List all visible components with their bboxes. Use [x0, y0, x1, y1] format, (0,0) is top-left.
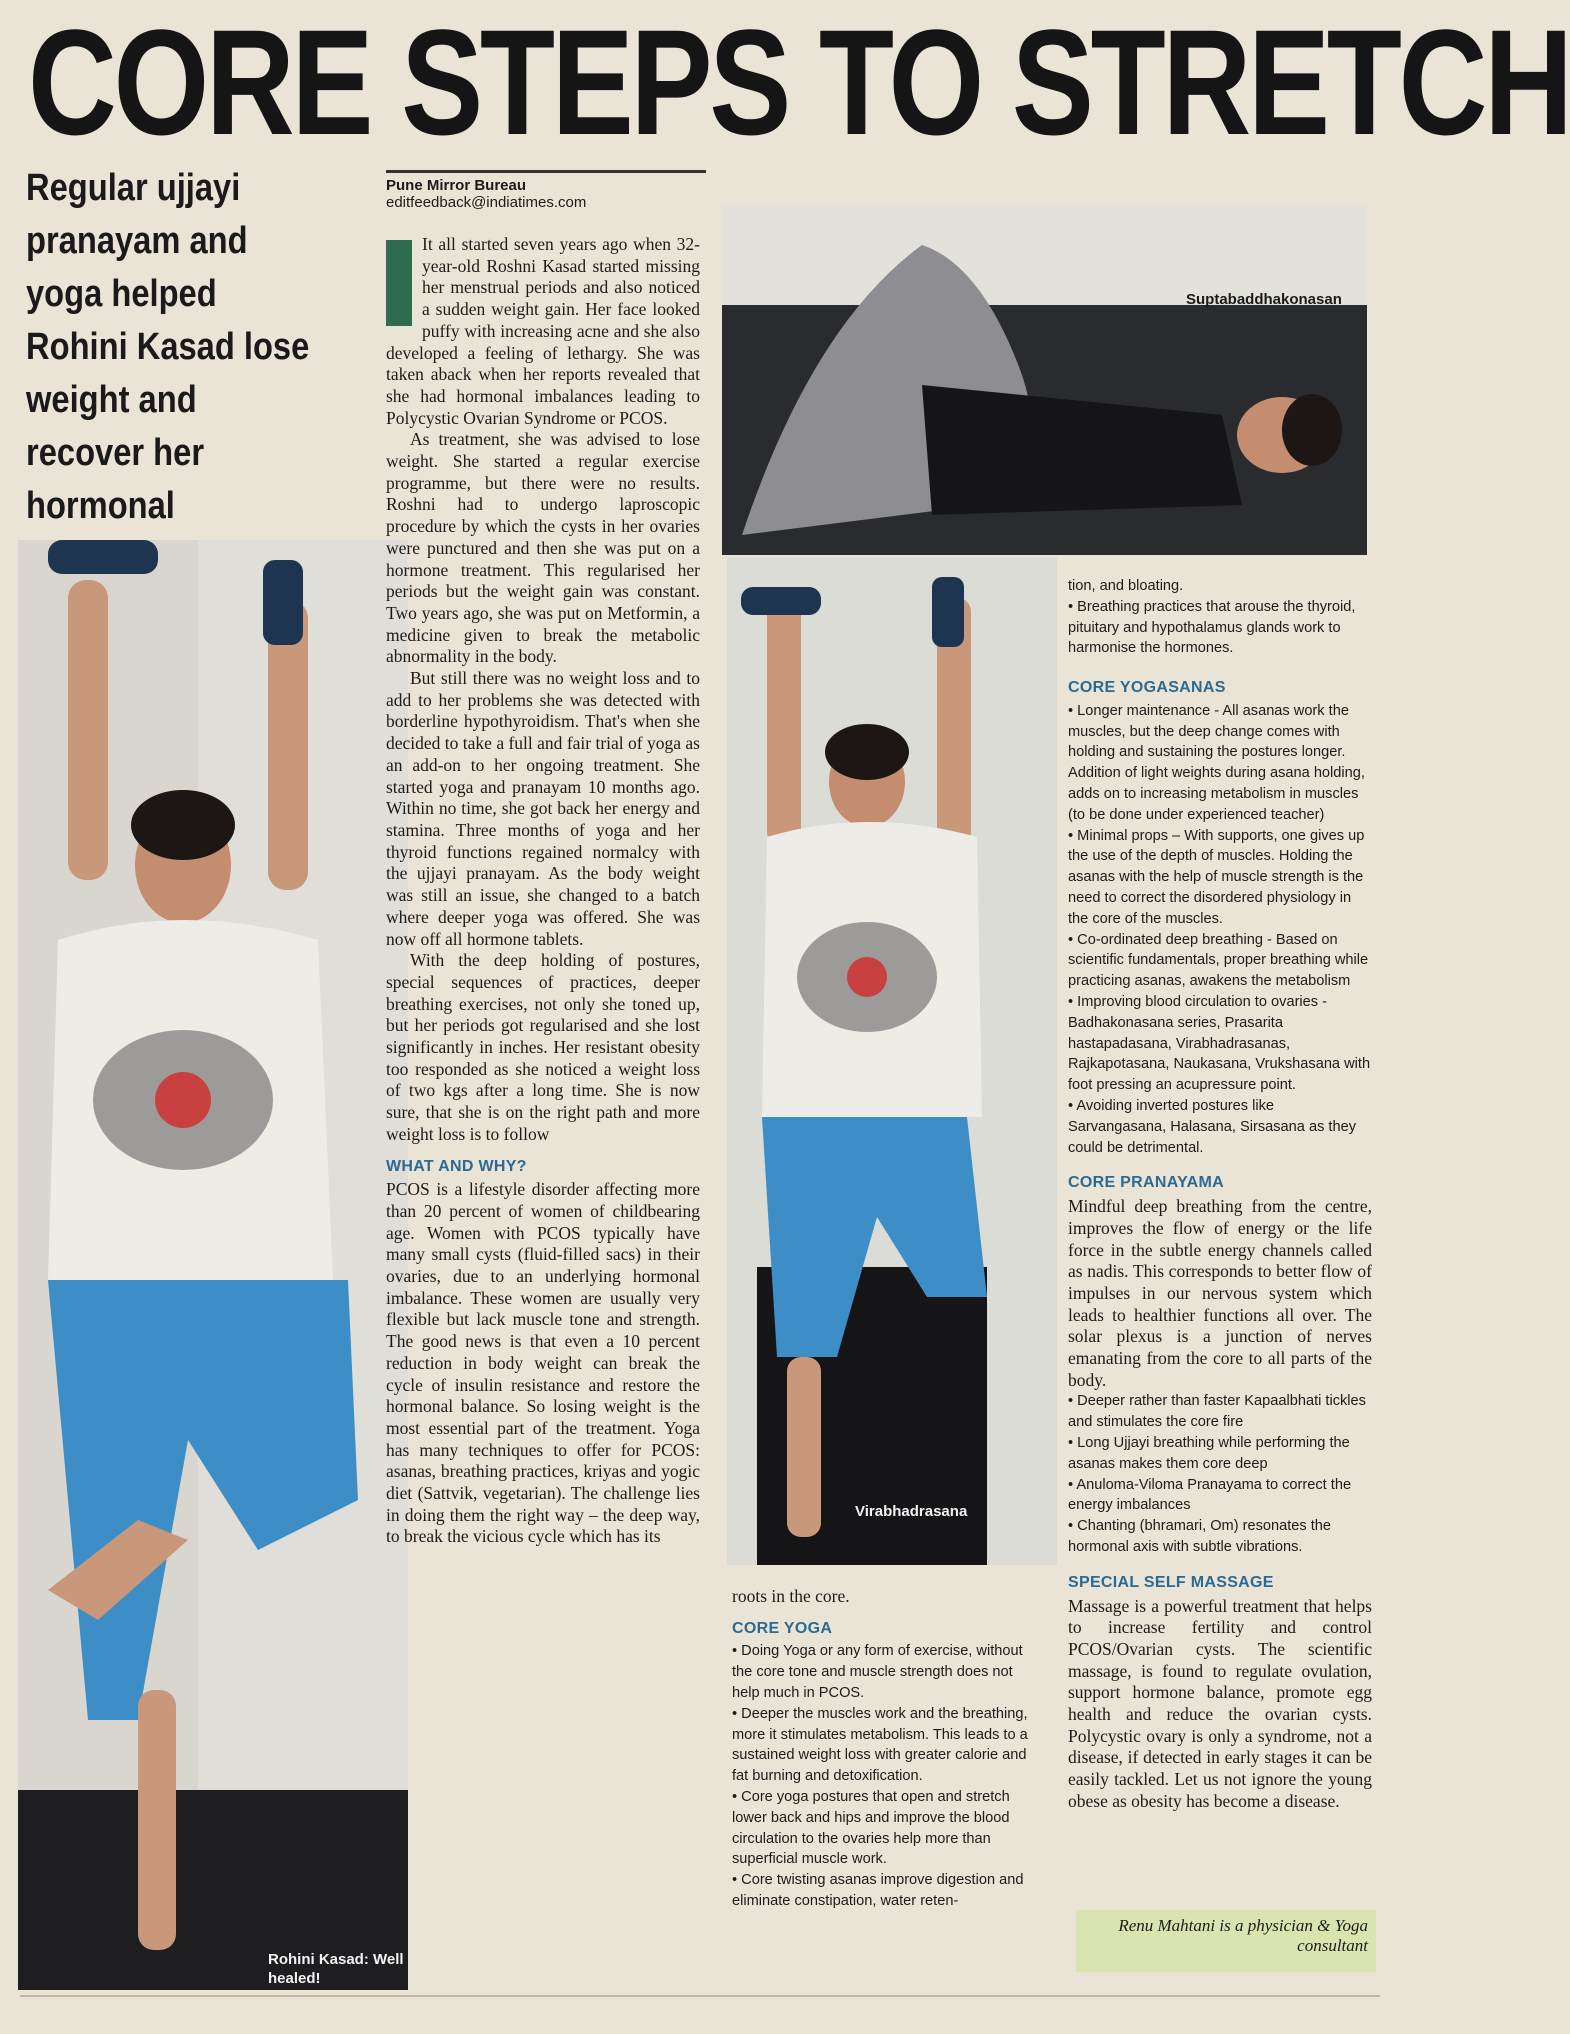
- caption-photo2: Suptabaddhakonasan: [1186, 291, 1342, 308]
- byline-email: editfeedback@indiatimes.com: [386, 194, 587, 211]
- bullet-list: [1068, 576, 1372, 659]
- paragraph: But still there was no weight loss and to add to her problems she was detected with borderline hypothyroidism. That's when she decided to take a full and fair trial of yoga as an add-on to her ongoing treatment. She started yoga and pranayam 10 months ago. Within no time, she got back her energy and stamina. Three months of yoga and her thyroid functions regained normalcy with the ujjayi pranayam. As the body weight was still an issue, she changed to a batch where deeper yoga was offered. She was now off all hormone tablets.: [386, 668, 700, 949]
- photo-vrukshasana: [18, 540, 408, 1990]
- bullet-list: [1068, 1391, 1372, 1557]
- paragraph: With the deep holding of postures, special sequences of practices, deeper breathing exercises, not only she toned up, but her periods got regularised and she lost significantly in inches. Her resistant obesity too responded as she noticed a weight loss of two kgs after a long time. She is now sure, that she is on the right path and more weight loss is to follow: [386, 950, 700, 1144]
- paragraph: Massage is a powerful treatment that helps to increase fertility and control PCOS/Ovarian cysts. The scientific massage, is found to regulate ovulation, support hormone balance, promote egg health and reduce the ovarian cysts. Polycystic ovary is only a syndrome, not a disease, if detected in early stages it can be easily tackled. Let us not ignore the young obese as obesity has become a disease.: [1068, 1595, 1372, 1811]
- paragraph: PCOS is a lifestyle disorder affecting more than 20 percent of women of childbearing age. Women with PCOS typically have many small cysts (fluid-filled sacs) in their ovaries, due to an underlying hormonal imbalance. These women are usually very flexible but lack muscle tone and strength. The good news is that even a 10 percent reduction in body weight can break the cycle of insulin resistance and restore the hormonal balance. So losing weight is the most essential part of the treatment. Yoga has many techniques to offer for PCOS: asanas, breathing practices, kriyas and yogic diet (Sattvik, vegetarian). The challenge lies in doing them the right way – the deep way, to break the vicious cycle which has its: [386, 1179, 700, 1547]
- paragraph: Mindful deep breathing from the centre, improves the flow of energy or the life force in the subtle energy channels called as nadis. This corresponds to better flow of impulses in our nervous system which leads to healthier functions all over. The solar plexus is a junction of nerves emanating from the core to all parts of the body.: [1068, 1196, 1372, 1390]
- bullet-item: • Core yoga postures that open and stretch lower back and hips and improve the blood circulation to the ovaries help more than superficial muscle work.: [732, 1788, 1010, 1868]
- author-credit: Renu Mahtani is a physician & Yoga consultant: [1076, 1910, 1376, 1972]
- dropcap-bar: [386, 240, 412, 326]
- byline: [386, 170, 706, 211]
- article-column-2: [732, 1586, 1038, 1912]
- paragraph: It all started seven years ago when 32-year-old Roshni Kasad started missing her menstrual periods and also noticed a sudden weight gain. Her face looked puffy with increasing acne and she also developed a feeling of lethargy. She was taken aback when her reports revealed that she had hormonal imbalances leading to Polycystic Ovarian Syndrome or PCOS.: [386, 234, 700, 428]
- bullet-item: • Deeper the muscles work and the breathing, more it stimulates metabolism. This leads to a sustained weight loss with greater calorie and fat burning and detoxification.: [732, 1705, 1028, 1785]
- bullet-list: [1068, 701, 1372, 1159]
- paragraph: As treatment, she was advised to lose weight. She started a regular exercise programme, but there were no results. Roshni had to undergo laproscopic procedure by which the cysts in her ovaries were punctured and then she was put on a hormone treatment. This regularised her periods but the weight gain was constant. Two years ago, she was put on Metformin, a medicine given to break the metabolic abnormality in the body.: [386, 429, 700, 667]
- bullet-item: • Chanting (bhramari, Om) resonates the hormonal axis with subtle vibrations.: [1068, 1518, 1332, 1556]
- byline-bureau: Pune Mirror Bureau: [386, 177, 527, 194]
- bottom-rule: [20, 1995, 1380, 1997]
- caption-photo1: Rohini Kasad: Well healed!: [268, 1951, 404, 1987]
- bullet-item: • Long Ujjayi breathing while performing the asanas makes them core deep: [1068, 1435, 1350, 1472]
- caption-photo3: Virabhadrasana: [855, 1503, 968, 1520]
- bullet-item: • Breathing practices that arouse the thyroid, pituitary and hypothalamus glands work to harmonise the hormones.: [1068, 598, 1356, 657]
- article-column-1: [386, 234, 700, 1548]
- photo-suptabaddhakonasan: [722, 205, 1367, 555]
- bullet-list: [732, 1641, 1038, 1911]
- photo-virabhadrasana: [727, 557, 1057, 1565]
- bullet-item: • Anuloma-Viloma Pranayama to correct the energy imbalances: [1068, 1476, 1352, 1514]
- bullet-item: • Core twisting asanas improve digestion and eliminate constipation, water reten-: [732, 1872, 1024, 1909]
- paragraph: roots in the core.: [732, 1586, 850, 1606]
- bullet-item: • Longer maintenance - All asanas work the muscles, but the deep change comes with holding and sustaining the postures longer. Addition of light weights during asana holding, adds on to increasing metabolism in muscles (to be done under experienced teacher): [1068, 702, 1365, 823]
- section-heading: CORE YOGA: [732, 1619, 833, 1637]
- paragraph: tion, and bloating.: [1068, 578, 1184, 594]
- deck: Regular ujjayi pranayam and yoga helped Rohini Kasad lose weight and recover her hormonal: [26, 167, 310, 527]
- section-heading: CORE YOGASANAS: [1068, 679, 1226, 697]
- bullet-item: • Deeper rather than faster Kapaalbhati tickles and stimulates the core fire: [1068, 1393, 1366, 1431]
- bullet-item: • Co-ordinated deep breathing - Based on scientific fundamentals, proper breathing while practicing asanas, awakens the metabolism: [1068, 931, 1369, 990]
- bullet-item: • Doing Yoga or any form of exercise, without the core tone and muscle strength does not help much in PCOS.: [732, 1643, 1023, 1701]
- bullet-item: • Minimal props – With supports, one gives up the use of the depth of muscles. Holding the asanas with the help of muscle strength is the need to correct the disordered physiology in the core of the muscles.: [1068, 827, 1365, 927]
- bullet-item: • Improving blood circulation to ovaries - Badhakonasana series, Prasarita hastapadasana, Virabhadrasanas, Rajkapotasana, Naukasana, Vrukshasana with foot pressing an acupressure point.: [1068, 994, 1371, 1094]
- section-heading: WHAT AND WHY?: [386, 1157, 527, 1175]
- bullet-item: • Avoiding inverted postures like Sarvangasana, Halasana, Sirsasana as they could be detrimental.: [1068, 1098, 1356, 1156]
- headline: CORE STEPS TO STRETCH: [28, 0, 1570, 166]
- article-column-3: [1068, 576, 1372, 1813]
- section-heading: SPECIAL SELF MASSAGE: [1068, 1573, 1274, 1591]
- section-heading: CORE PRANAYAMA: [1068, 1174, 1224, 1192]
